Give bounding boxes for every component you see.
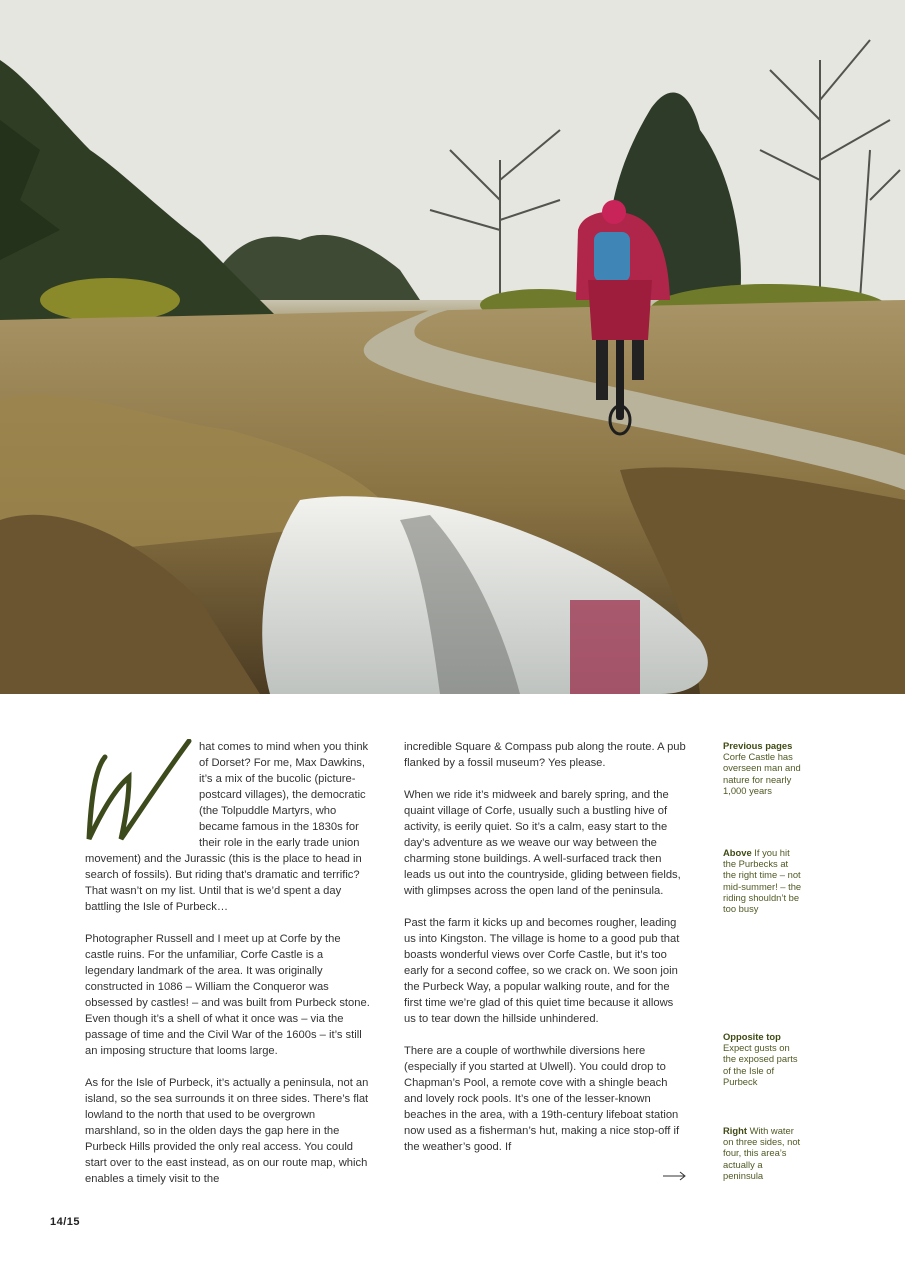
article-column-2: [404, 739, 686, 1171]
article-paragraph: There are a couple of worthwhile diversions here (especially if you started at Ulwell). You could drop to Chapman’s Pool, a remote cove with a shingle beach and lovely rock pools. It’s one of the lesser-known beaches in the area, with a 19th-century lifeboat station now used as a fisherman’s hut, making a nice stop-off if the weather’s good. If: [404, 1045, 680, 1153]
article-paragraph: incredible Square & Compass pub along the route. A pub flanked by a fossil museum? Yes please.: [404, 741, 686, 769]
arrow-right-icon: [663, 1170, 687, 1182]
paragraph-text: hat comes to mind when you think of Dorset? For me, Max Dawkins, it’s a mix of the bucolic (picture-postcard villages), the democratic (the Tolpuddle Martyrs, who became famous in the 1830s for their role in the early trade union movement) and the Jurassic (this is the place to head in search of fossils). But riding that’s dramatic and terrific? That wasn’t on my list. Until that is we’d spent a day battling the Isle of Purbeck…: [85, 741, 369, 913]
caption-title: Previous pages: [723, 740, 793, 751]
caption-title: Above: [723, 847, 752, 858]
dropcap-w: [85, 739, 193, 846]
caption-right: [723, 1125, 803, 1181]
article-paragraph: As for the Isle of Purbeck, it’s actually a peninsula, not an island, so the sea surrounds it on three sides. There’s flat lowland to the north that used to be overgrown marshland, so in the olden days the gap here in the Purbeck Hills provided the only real access. You could start over to the east instead, as on our route map, which enables a timely visit to the: [85, 1077, 369, 1185]
page-number: 14/15: [50, 1216, 81, 1228]
caption-text: With water on three sides, not four, this area’s actually a peninsula: [723, 1125, 801, 1181]
caption-title: Right: [723, 1125, 747, 1136]
caption-text: Expect gusts on the exposed parts of the Isle of Purbeck: [723, 1042, 798, 1087]
caption-previous-pages: [723, 740, 803, 796]
article-column-1: [85, 739, 372, 1203]
article-paragraph: When we ride it’s midweek and barely spring, and the quaint village of Corfe, usually such a bustling hive of activity, is eerily quiet. So it’s a calm, easy start to the day’s adventure as we weave our way between the charming stone buildings. A well-surfaced track then leads us out into the countryside, gliding between fields, with glimpses across the open land of the peninsula.: [404, 789, 681, 897]
dropcap-glyph: [85, 739, 193, 846]
caption-text: Corfe Castle has overseen man and nature for nearly 1,000 years: [723, 751, 801, 796]
article-paragraph: Past the farm it kicks up and becomes rougher, leading us into Kingston. The village is home to a good pub that boasts wonderful views over Corfe Castle, but it’s too early for a second coffee, so we crack on. We soon join the Purbeck Way, a popular walking route, and for the first time we’re glad of this quiet time because it allows us to tear down the hillside unhindered.: [404, 917, 680, 1025]
article-paragraph: Photographer Russell and I meet up at Corfe by the castle ruins. For the unfamiliar, Corfe Castle is a legendary landmark of the area. It was originally constructed in 1086 – William the Conqueror was obsessed by castles! – and was built from Purbeck stone. Even though it’s a shell of what it once was – via the passage of time and the Civil War of the 1600s – it’s still an imposing structure that looms large.: [85, 933, 370, 1057]
article-paragraph: [85, 739, 372, 915]
caption-opposite-top: [723, 1031, 803, 1087]
caption-above: [723, 847, 803, 914]
caption-title: Opposite top: [723, 1031, 781, 1042]
caption-text: If you hit the Purbecks at the right time – not mid-summer! – the riding shouldn’t be too busy: [723, 847, 802, 915]
